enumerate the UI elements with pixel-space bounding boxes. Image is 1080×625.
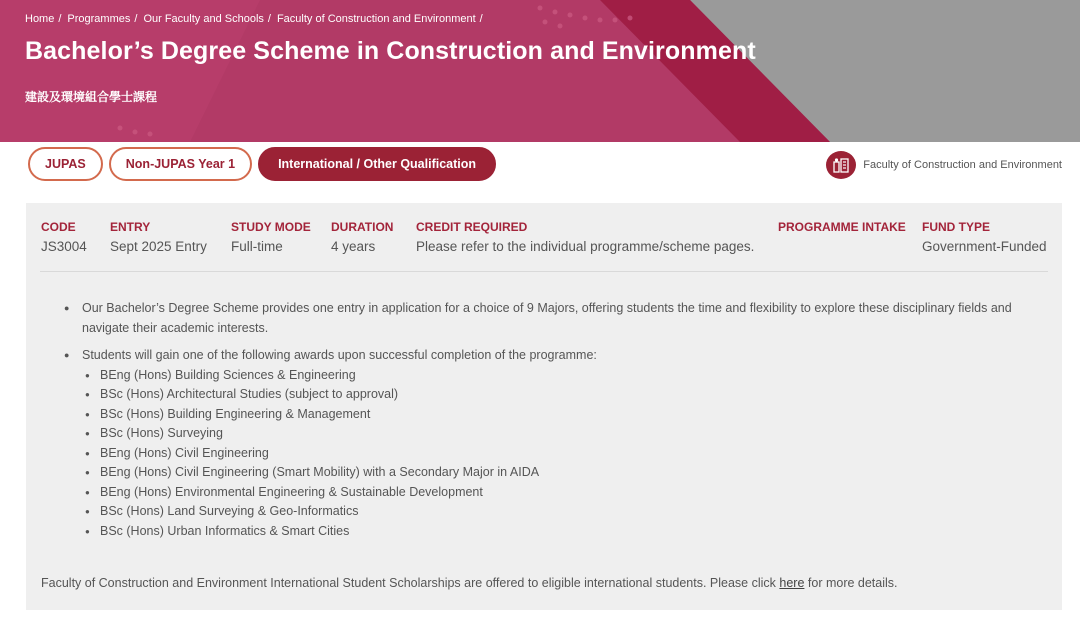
info-fund-label: FUND TYPE <box>922 220 991 234</box>
award-item: ● BSc (Hons) Land Surveying & Geo-Informatics <box>82 502 1046 522</box>
info-duration <box>331 220 393 254</box>
page-subtitle: 建設及環境組合學士課程 <box>25 90 158 104</box>
breadcrumb-separator: / <box>479 13 483 25</box>
info-study-mode-value: Full-time <box>231 239 283 254</box>
admission-tabs <box>28 147 496 181</box>
list-item <box>64 346 1046 541</box>
info-duration-value: 4 years <box>331 239 376 254</box>
award-item: ● BEng (Hons) Civil Engineering (Smart Mobility) with a Secondary Major in AIDA <box>82 463 1046 483</box>
award-item: ● BSc (Hons) Surveying <box>82 424 1046 444</box>
info-entry-label: ENTRY <box>110 220 151 234</box>
award-item: ● BSc (Hons) Architectural Studies (subject to approval) <box>82 385 1046 405</box>
faculty-link[interactable] <box>826 151 1062 179</box>
info-credit <box>416 220 754 254</box>
hero-banner <box>0 0 1080 142</box>
info-code <box>41 220 87 254</box>
award-item: ● BEng (Hons) Civil Engineering <box>82 444 1046 464</box>
breadcrumb-programmes[interactable]: Programmes <box>67 13 131 25</box>
award-item: ● BEng (Hons) Building Sciences & Engineering <box>82 366 1046 386</box>
info-study-mode-label: STUDY MODE <box>231 220 311 234</box>
info-entry <box>110 220 207 254</box>
info-code-label: CODE <box>41 220 76 234</box>
scholarship-link[interactable]: here <box>779 576 805 590</box>
scholarship-note <box>41 576 898 590</box>
scholarship-text-end: for more details. <box>804 576 898 590</box>
faculty-building-icon <box>826 151 856 179</box>
info-duration-label: DURATION <box>331 220 394 234</box>
info-entry-value: Sept 2025 Entry <box>110 239 207 254</box>
programme-info-panel <box>26 203 1062 610</box>
info-intake <box>778 220 906 239</box>
award-item: ● BSc (Hons) Building Engineering & Management <box>82 405 1046 425</box>
scheme-description: Our Bachelor’s Degree Scheme provides one entry in application for a choice of 9 Majors, offering students the time and flexibility to explore these disciplinary fields and navigate their academic interests. <box>82 301 1012 335</box>
info-credit-value: Please refer to the individual programme/scheme pages. <box>416 239 755 254</box>
info-fund-value: Government-Funded <box>922 239 1047 254</box>
info-credit-label: CREDIT REQUIRED <box>416 220 528 234</box>
breadcrumb-separator: / <box>58 13 62 25</box>
award-item: ● BSc (Hons) Urban Informatics & Smart Cities <box>82 522 1046 542</box>
awards-list <box>82 366 1046 542</box>
tab-international[interactable]: International / Other Qualification <box>258 147 496 181</box>
faculty-label: Faculty of Construction and Environment <box>863 159 1062 171</box>
breadcrumb <box>25 13 485 25</box>
breadcrumb-faculty[interactable]: Faculty of Construction and Environment <box>276 13 476 25</box>
award-item: ● BEng (Hons) Environmental Engineering & Sustainable Development <box>82 483 1046 503</box>
info-study-mode <box>231 220 311 254</box>
page-title: Bachelor’s Degree Scheme in Construction and Environment <box>25 37 756 65</box>
info-code-value: JS3004 <box>41 239 87 254</box>
programme-description <box>64 299 1046 549</box>
breadcrumb-separator: / <box>267 13 271 25</box>
tab-non-jupas-year-1[interactable]: Non-JUPAS Year 1 <box>109 147 252 181</box>
tab-jupas[interactable]: JUPAS <box>28 147 103 181</box>
breadcrumb-faculties[interactable]: Our Faculty and Schools <box>143 13 264 25</box>
info-divider <box>40 271 1048 272</box>
info-intake-label: PROGRAMME INTAKE <box>778 220 906 234</box>
breadcrumb-home[interactable]: Home <box>25 13 55 25</box>
awards-intro: Students will gain one of the following awards upon successful completion of the programme: <box>82 348 597 362</box>
breadcrumb-separator: / <box>134 13 138 25</box>
scholarship-text: Faculty of Construction and Environment International Student Scholarships are offered to eligible international students. Please click <box>41 576 780 590</box>
list-item <box>64 299 1046 338</box>
info-fund <box>922 220 1047 254</box>
